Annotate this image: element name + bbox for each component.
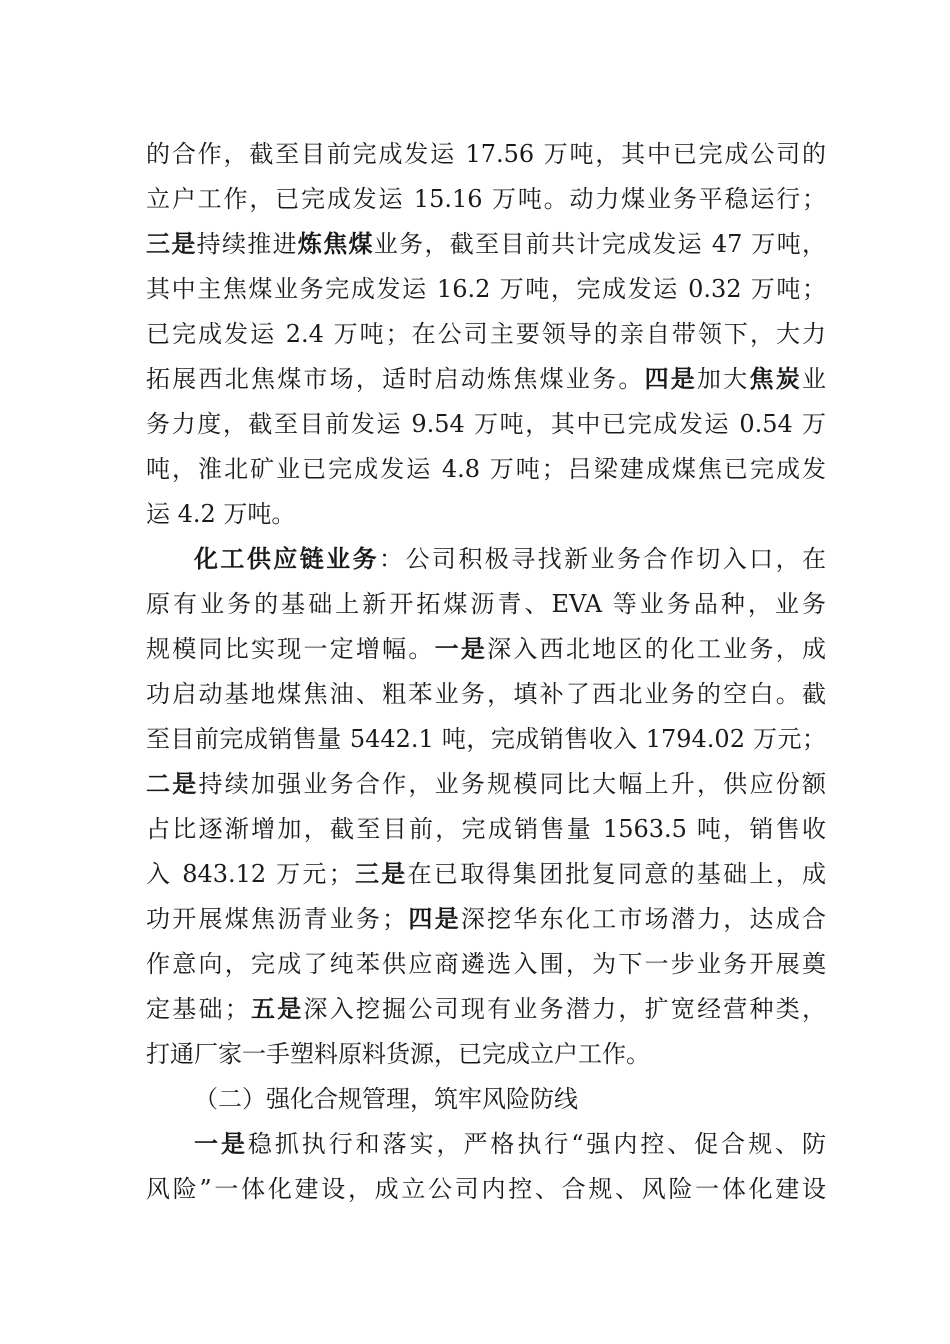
text-line: 入 843.12 万元；三是在已取得集团批复同意的基础上，成 [146, 859, 827, 888]
text-line: 规模同比实现一定增幅。一是深入西北地区的化工业务，成 [146, 634, 827, 663]
text-line: 一是稳抓执行和落实，严格执行“强内控、促合规、防 [194, 1129, 826, 1158]
text-line: 立户工作，已完成发运 15.16 万吨。动力煤业务平稳运行； [146, 185, 826, 213]
text-line: 原有业务的基础上新开拓煤沥青、EVA 等业务品种，业务 [146, 590, 826, 618]
text-line: 拓展西北焦煤市场，适时启动炼焦煤业务。四是加大焦炭业 [146, 364, 827, 393]
text-line: 定基础；五是深入挖掘公司现有业务潜力，扩宽经营种类， [146, 994, 827, 1023]
text-line: 三是持续推进炼焦煤业务，截至目前共计完成发运 47 万吨， [146, 229, 827, 258]
text-line: 已完成发运 2.4 万吨；在公司主要领导的亲自带领下，大力 [146, 320, 826, 348]
text-line: 功开展煤焦沥青业务；四是深挖华东化工市场潜力，达成合 [146, 904, 827, 933]
section-heading: （二）强化合规管理，筑牢风险防线 [194, 1085, 578, 1113]
text-line: 打通厂家一手塑料原料货源，已完成立户工作。 [146, 1040, 650, 1068]
text-line: 吨，淮北矿业已完成发运 4.8 万吨；吕梁建成煤焦已完成发 [146, 455, 826, 483]
text-line: 功启动基地煤焦油、粗苯业务，填补了西北业务的空白。截 [146, 680, 826, 708]
text-line: 至目前完成销售量 5442.1 吨，完成销售收入 1794.02 万元； [146, 725, 826, 753]
text-line: 化工供应链业务：公司积极寻找新业务合作切入口，在 [194, 544, 827, 573]
text-line: 风险”一体化建设，成立公司内控、合规、风险一体化建设 [146, 1175, 826, 1203]
text-line: 运 4.2 万吨。 [146, 500, 296, 528]
text-line: 的合作，截至目前完成发运 17.56 万吨，其中已完成公司的 [146, 140, 826, 168]
text-line: 其中主焦煤业务完成发运 16.2 万吨，完成发运 0.32 万吨； [146, 275, 826, 303]
text-line: 作意向，完成了纯苯供应商遴选入围，为下一步业务开展奠 [146, 950, 826, 978]
text-line: 占比逐渐增加，截至目前，完成销售量 1563.5 吨，销售收 [146, 815, 826, 843]
text-line: 务力度，截至目前发运 9.54 万吨，其中已完成发运 0.54 万 [146, 410, 826, 438]
text-line: 二是持续加强业务合作，业务规模同比大幅上升，供应份额 [146, 769, 827, 798]
